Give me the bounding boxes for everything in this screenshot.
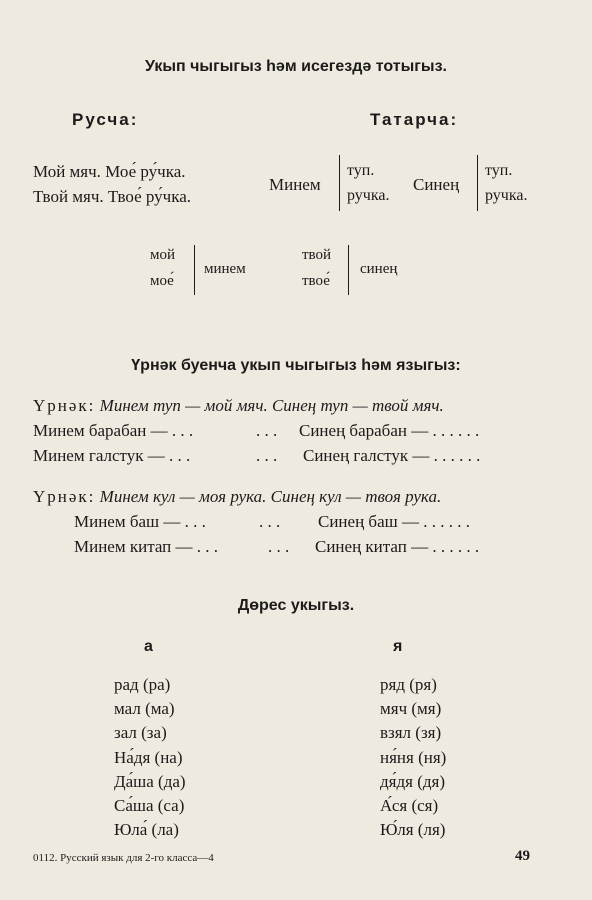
list-item: рад (ра): [114, 675, 171, 694]
tatar-item-2: ручка.: [347, 187, 390, 204]
pronoun-moya: мое́: [150, 273, 174, 289]
exercise-line-right: Синең барабан — . . . . . .: [299, 421, 480, 440]
russian-line-2: Твой мяч. Твое́ ру́чка.: [33, 187, 191, 206]
exercise-line-dots: . . .: [259, 512, 281, 531]
example-1: [33, 396, 444, 416]
list-item: зал (за): [114, 723, 167, 743]
example-2: [33, 487, 441, 507]
exercise-line-right: Синең галстук — . . . . . .: [303, 446, 481, 465]
list-item: дя́дя (дя): [380, 771, 445, 791]
list-item: Са́ша (са): [114, 796, 185, 816]
example-text: Минем кул — моя рука. Синең кул — твоя рука.: [99, 487, 442, 506]
exercise-line-left: Минем барабан — . . .: [33, 421, 194, 440]
brace-2: [477, 155, 478, 211]
tatar-item-4: ручка.: [485, 187, 528, 204]
exercise-line-dots: . . .: [268, 537, 290, 556]
reading-title: Дөрес укыгыз.: [237, 597, 355, 614]
list-item: Ю́ля (ля): [380, 820, 446, 840]
tatar-word-minem: Минем: [269, 175, 321, 194]
footer-left: 0112. Русский язык для 2-го класса—4: [33, 852, 214, 864]
russian-line-1: Мой мяч. Мое́ ру́чка.: [33, 162, 186, 181]
example-label: Үрнәк:: [33, 396, 96, 415]
page-number: 49: [515, 848, 530, 864]
list-item: А́ся (ся): [380, 796, 439, 816]
list-item: Да́ша (да): [114, 771, 186, 791]
list-item: мяч (мя): [380, 699, 442, 719]
list-item: Юла́ (ла): [114, 820, 179, 840]
brace-4: [348, 245, 349, 295]
pronoun-minem: минем: [204, 261, 246, 277]
tatar-item-3: туп.: [485, 162, 513, 179]
column-a-header: а: [144, 638, 153, 655]
list-item: мал (ма): [114, 699, 175, 719]
tatar-item-1: туп.: [347, 162, 375, 179]
list-item: На́дя (на): [114, 747, 183, 767]
exercise-line-dots: . . .: [256, 421, 278, 440]
exercise-line-right: Синең китап — . . . . . .: [315, 537, 480, 556]
column-ya-header: я: [393, 638, 403, 655]
tatar-word-sineng: Синең: [413, 175, 460, 194]
example-text: Минем туп — мой мяч. Синең туп — твой мяч.: [99, 396, 444, 415]
brace-3: [194, 245, 195, 295]
list-item: взял (зя): [380, 723, 442, 743]
exercise-line-right: Синең баш — . . . . . .: [318, 512, 470, 531]
tatar-header: Татарча:: [370, 110, 459, 129]
column-ya-list: [380, 673, 446, 842]
column-a-list: [114, 673, 186, 842]
exercise-line-left: Минем китап — . . .: [74, 537, 219, 556]
exercise-title: Үрнәк буенча укып чыгыгыз һәм языгыз:: [131, 357, 461, 374]
exercise-line-left: Минем галстук — . . .: [33, 446, 191, 465]
page-title: Укып чыгыгыз һәм исегездә тотыгыз.: [145, 58, 447, 75]
pronoun-tvoi: твой: [302, 247, 332, 263]
pronoun-sineng: синең: [360, 261, 398, 277]
list-item: ряд (ря): [380, 675, 437, 694]
russian-header: Русча:: [72, 110, 139, 129]
list-item: ня́ня (ня): [380, 747, 447, 767]
exercise-line-dots: . . .: [256, 446, 278, 465]
example-label: Үрнәк:: [33, 487, 96, 506]
pronoun-moi: мой: [150, 247, 176, 263]
exercise-line-left: Минем баш — . . .: [74, 512, 206, 531]
brace-1: [339, 155, 340, 211]
pronoun-tvoya: твое́: [302, 273, 330, 289]
